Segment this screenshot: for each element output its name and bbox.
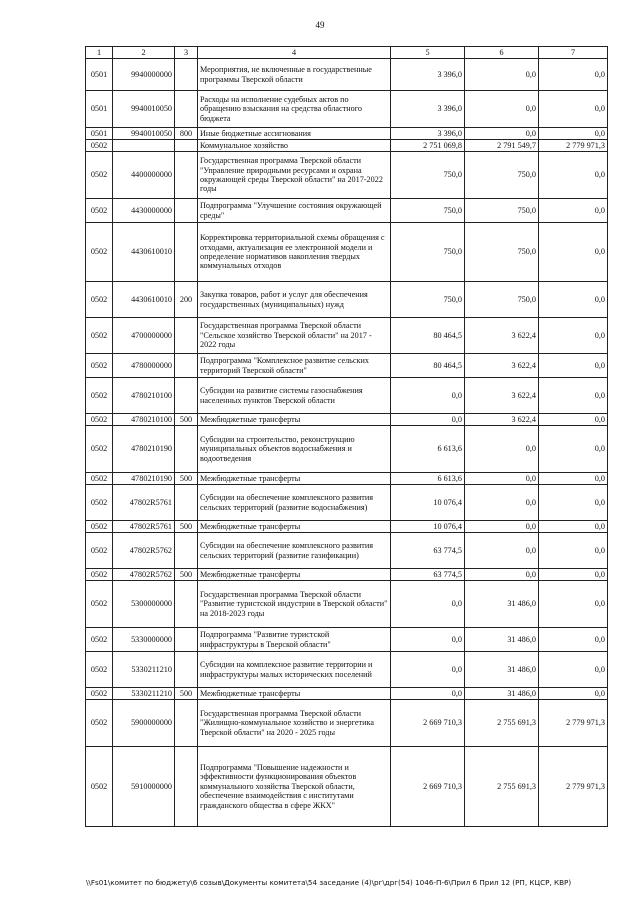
amount-col7-cell: 0,0 [539,652,608,688]
amount-col5-cell: 750,0 [391,199,465,223]
table-row [86,533,608,569]
section-code-cell: 0502 [86,152,113,199]
amount-col7-cell: 0,0 [539,688,608,700]
amount-col5-cell: 0,0 [391,628,465,652]
amount-col6-cell: 3 622,4 [465,378,539,414]
table-row [86,485,608,521]
amount-col7-cell: 0,0 [539,569,608,581]
amount-col5-cell: 0,0 [391,414,465,426]
expense-type-cell [175,652,198,688]
section-code-cell: 0502 [86,521,113,533]
expense-type-cell [175,152,198,199]
table-row [86,521,608,533]
amount-col7-cell: 0,0 [539,199,608,223]
amount-col6-cell: 750,0 [465,282,539,318]
amount-col5-cell: 0,0 [391,378,465,414]
budget-table [85,46,608,827]
target-article-cell: 47802R5761 [113,485,175,521]
amount-col7-cell: 0,0 [539,414,608,426]
amount-col6-cell: 31 486,0 [465,652,539,688]
description-cell: Межбюджетные трансферты [198,473,391,485]
amount-col7-cell: 0,0 [539,485,608,521]
column-header: 5 [391,47,465,59]
amount-col6-cell: 3 622,4 [465,318,539,354]
section-code-cell: 0502 [86,354,113,378]
amount-col7-cell: 0,0 [539,473,608,485]
amount-col6-cell: 31 486,0 [465,688,539,700]
section-code-cell: 0502 [86,533,113,569]
amount-col5-cell: 63 774,5 [391,569,465,581]
amount-col7-cell: 0,0 [539,533,608,569]
column-header: 4 [198,47,391,59]
expense-type-cell: 500 [175,688,198,700]
amount-col6-cell: 750,0 [465,152,539,199]
amount-col6-cell: 2 755 691,3 [465,747,539,827]
amount-col6-cell: 0,0 [465,485,539,521]
section-code-cell: 0501 [86,128,113,140]
amount-col7-cell: 0,0 [539,152,608,199]
description-cell: Межбюджетные трансферты [198,414,391,426]
description-cell: Закупка товаров, работ и услуг для обеспечения государственных (муниципальных) нужд [198,282,391,318]
amount-col5-cell: 80 464,5 [391,354,465,378]
description-cell: Мероприятия, не включенные в государственные программы Тверской области [198,59,391,91]
description-cell: Межбюджетные трансферты [198,688,391,700]
section-code-cell: 0502 [86,485,113,521]
expense-type-cell: 500 [175,521,198,533]
target-article-cell: 47802R5761 [113,521,175,533]
description-cell: Подпрограмма "Комплексное развитие сельских территорий Тверской области" [198,354,391,378]
table-row [86,354,608,378]
amount-col5-cell: 6 613,6 [391,473,465,485]
description-cell: Субсидии на развитие системы газоснабжения населенных пунктов Тверской области [198,378,391,414]
amount-col7-cell: 0,0 [539,318,608,354]
section-code-cell: 0502 [86,747,113,827]
target-article-cell: 4430610010 [113,223,175,282]
table-row [86,628,608,652]
amount-col6-cell: 2 755 691,3 [465,700,539,747]
page-number: 49 [315,20,325,30]
amount-col7-cell: 0,0 [539,128,608,140]
target-article-cell: 5300000000 [113,581,175,628]
description-cell: Межбюджетные трансферты [198,521,391,533]
table-row [86,473,608,485]
target-article-cell: 4780210100 [113,378,175,414]
expense-type-cell [175,59,198,91]
amount-col5-cell: 750,0 [391,152,465,199]
table-row [86,282,608,318]
expense-type-cell [175,628,198,652]
expense-type-cell: 200 [175,282,198,318]
target-article-cell: 4780210190 [113,473,175,485]
column-header: 2 [113,47,175,59]
table-row [86,652,608,688]
description-cell: Субсидии на обеспечение комплексного развития сельских территорий (развитие газификации) [198,533,391,569]
amount-col5-cell: 0,0 [391,652,465,688]
amount-col7-cell: 0,0 [539,91,608,128]
section-code-cell: 0501 [86,91,113,128]
amount-col5-cell: 3 396,0 [391,59,465,91]
expense-type-cell [175,354,198,378]
target-article-cell: 4400000000 [113,152,175,199]
section-code-cell: 0502 [86,569,113,581]
section-code-cell: 0502 [86,426,113,473]
description-cell: Государственная программа Тверской области "Сельское хозяйство Тверской области" на 2017 - 2022 годы [198,318,391,354]
amount-col5-cell: 10 076,4 [391,485,465,521]
amount-col6-cell: 0,0 [465,128,539,140]
amount-col7-cell: 0,0 [539,521,608,533]
description-cell: Государственная программа Тверской области "Управление природными ресурсами и охрана окружающей среды Тверской области" на 2017-2022 годы [198,152,391,199]
target-article-cell: 4430000000 [113,199,175,223]
amount-col6-cell: 3 622,4 [465,414,539,426]
section-code-cell: 0502 [86,688,113,700]
target-article-cell: 47802R5762 [113,569,175,581]
amount-col5-cell: 2 669 710,3 [391,747,465,827]
description-cell: Подпрограмма "Развитие туристской инфраструктуры в Тверской области" [198,628,391,652]
description-cell: Подпрограмма "Повышение надежности и эффективности функционирования объектов коммунального хозяйства Тверской области, обеспечение взаимодействия с институтами гражданского общества в сфере ЖКХ" [198,747,391,827]
table-row [86,747,608,827]
expense-type-cell: 500 [175,569,198,581]
section-code-cell: 0502 [86,473,113,485]
target-article-cell: 4780210190 [113,426,175,473]
target-article-cell: 5330211210 [113,652,175,688]
amount-col7-cell: 0,0 [539,378,608,414]
table-row [86,581,608,628]
amount-col6-cell: 3 622,4 [465,354,539,378]
amount-col5-cell: 3 396,0 [391,128,465,140]
target-article-cell: 4780210100 [113,414,175,426]
expense-type-cell [175,700,198,747]
description-cell: Субсидии на обеспечение комплексного развития сельских территорий (развитие водоснабжения) [198,485,391,521]
expense-type-cell [175,223,198,282]
column-header: 6 [465,47,539,59]
amount-col6-cell: 31 486,0 [465,628,539,652]
section-code-cell: 0502 [86,652,113,688]
section-code-cell: 0502 [86,199,113,223]
description-cell: Субсидии на комплексное развитие территории и инфраструктуры малых исторических поселений [198,652,391,688]
target-article-cell: 9940010050 [113,128,175,140]
section-code-cell: 0502 [86,140,113,152]
section-code-cell: 0502 [86,581,113,628]
section-code-cell: 0502 [86,414,113,426]
table-row [86,199,608,223]
amount-col7-cell: 0,0 [539,59,608,91]
description-cell: Подпрограмма "Улучшение состояния окружающей среды" [198,199,391,223]
target-article-cell [113,140,175,152]
table-row [86,140,608,152]
amount-col6-cell: 750,0 [465,199,539,223]
table-row [86,426,608,473]
table-row [86,128,608,140]
table-row [86,688,608,700]
expense-type-cell [175,199,198,223]
expense-type-cell [175,485,198,521]
amount-col6-cell: 0,0 [465,473,539,485]
expense-type-cell [175,378,198,414]
table-row [86,414,608,426]
expense-type-cell [175,426,198,473]
amount-col6-cell: 0,0 [465,59,539,91]
target-article-cell: 9940010050 [113,91,175,128]
amount-col6-cell: 0,0 [465,533,539,569]
description-cell: Коммунальное хозяйство [198,140,391,152]
description-cell: Государственная программа Тверской области "Развитие туристской индустрии в Тверской области" на 2018-2023 годы [198,581,391,628]
amount-col7-cell: 2 779 971,3 [539,700,608,747]
target-article-cell: 9940000000 [113,59,175,91]
amount-col5-cell: 3 396,0 [391,91,465,128]
table-row [86,700,608,747]
amount-col7-cell: 0,0 [539,223,608,282]
amount-col6-cell: 0,0 [465,426,539,473]
description-cell: Иные бюджетные ассигнования [198,128,391,140]
target-article-cell: 4780000000 [113,354,175,378]
amount-col5-cell: 750,0 [391,223,465,282]
target-article-cell: 47802R5762 [113,533,175,569]
description-cell: Расходы на исполнение судебных актов по обращению взыскания на средства областного бюджета [198,91,391,128]
expense-type-cell [175,581,198,628]
amount-col6-cell: 750,0 [465,223,539,282]
table-row [86,318,608,354]
section-code-cell: 0502 [86,223,113,282]
table-row [86,378,608,414]
amount-col5-cell: 750,0 [391,282,465,318]
target-article-cell: 5910000000 [113,747,175,827]
amount-col7-cell: 2 779 971,3 [539,747,608,827]
amount-col6-cell: 31 486,0 [465,581,539,628]
expense-type-cell [175,140,198,152]
expense-type-cell [175,91,198,128]
column-header: 7 [539,47,608,59]
amount-col5-cell: 2 669 710,3 [391,700,465,747]
description-cell: Корректировка территориальной схемы обращения с отходами, актуализация ее электронной модели и определение нормативов накопления твердых коммунальных отходов [198,223,391,282]
amount-col5-cell: 63 774,5 [391,533,465,569]
target-article-cell: 4430610010 [113,282,175,318]
column-header: 1 [86,47,113,59]
table-row [86,569,608,581]
amount-col7-cell: 0,0 [539,628,608,652]
target-article-cell: 5330000000 [113,628,175,652]
section-code-cell: 0502 [86,700,113,747]
amount-col7-cell: 0,0 [539,581,608,628]
target-article-cell: 5900000000 [113,700,175,747]
target-article-cell: 5330211210 [113,688,175,700]
table-row [86,223,608,282]
amount-col5-cell: 10 076,4 [391,521,465,533]
amount-col5-cell: 0,0 [391,581,465,628]
expense-type-cell [175,318,198,354]
amount-col7-cell: 0,0 [539,354,608,378]
column-header: 3 [175,47,198,59]
section-code-cell: 0502 [86,318,113,354]
amount-col7-cell: 0,0 [539,282,608,318]
table-row [86,152,608,199]
table-row [86,91,608,128]
amount-col5-cell: 0,0 [391,688,465,700]
amount-col6-cell: 0,0 [465,569,539,581]
section-code-cell: 0501 [86,59,113,91]
amount-col5-cell: 80 464,5 [391,318,465,354]
amount-col6-cell: 0,0 [465,521,539,533]
table-row [86,59,608,91]
expense-type-cell: 800 [175,128,198,140]
amount-col6-cell: 0,0 [465,91,539,128]
target-article-cell: 4700000000 [113,318,175,354]
description-cell: Государственная программа Тверской области "Жилищно-коммунальное хозяйство и энергетика Тверской области" на 2020 - 2025 годы [198,700,391,747]
table-header-row [86,47,608,59]
description-cell: Межбюджетные трансферты [198,569,391,581]
expense-type-cell [175,533,198,569]
amount-col5-cell: 2 751 069,8 [391,140,465,152]
expense-type-cell: 500 [175,473,198,485]
section-code-cell: 0502 [86,378,113,414]
amount-col6-cell: 2 791 549,7 [465,140,539,152]
file-path-footer: \\Fs01\комитет по бюджету\6 созыв\Документы комитета\54 заседание (4)\рг\дрг(54) 1046-П-6\Прил 6 Прил 12 (РП, КЦСР, КВР) [86,878,572,887]
amount-col7-cell: 2 779 971,3 [539,140,608,152]
expense-type-cell [175,747,198,827]
section-code-cell: 0502 [86,628,113,652]
amount-col5-cell: 6 613,6 [391,426,465,473]
description-cell: Субсидии на строительство, реконструкцию муниципальных объектов водоснабжения и водоотведения [198,426,391,473]
amount-col7-cell: 0,0 [539,426,608,473]
expense-type-cell: 500 [175,414,198,426]
section-code-cell: 0502 [86,282,113,318]
